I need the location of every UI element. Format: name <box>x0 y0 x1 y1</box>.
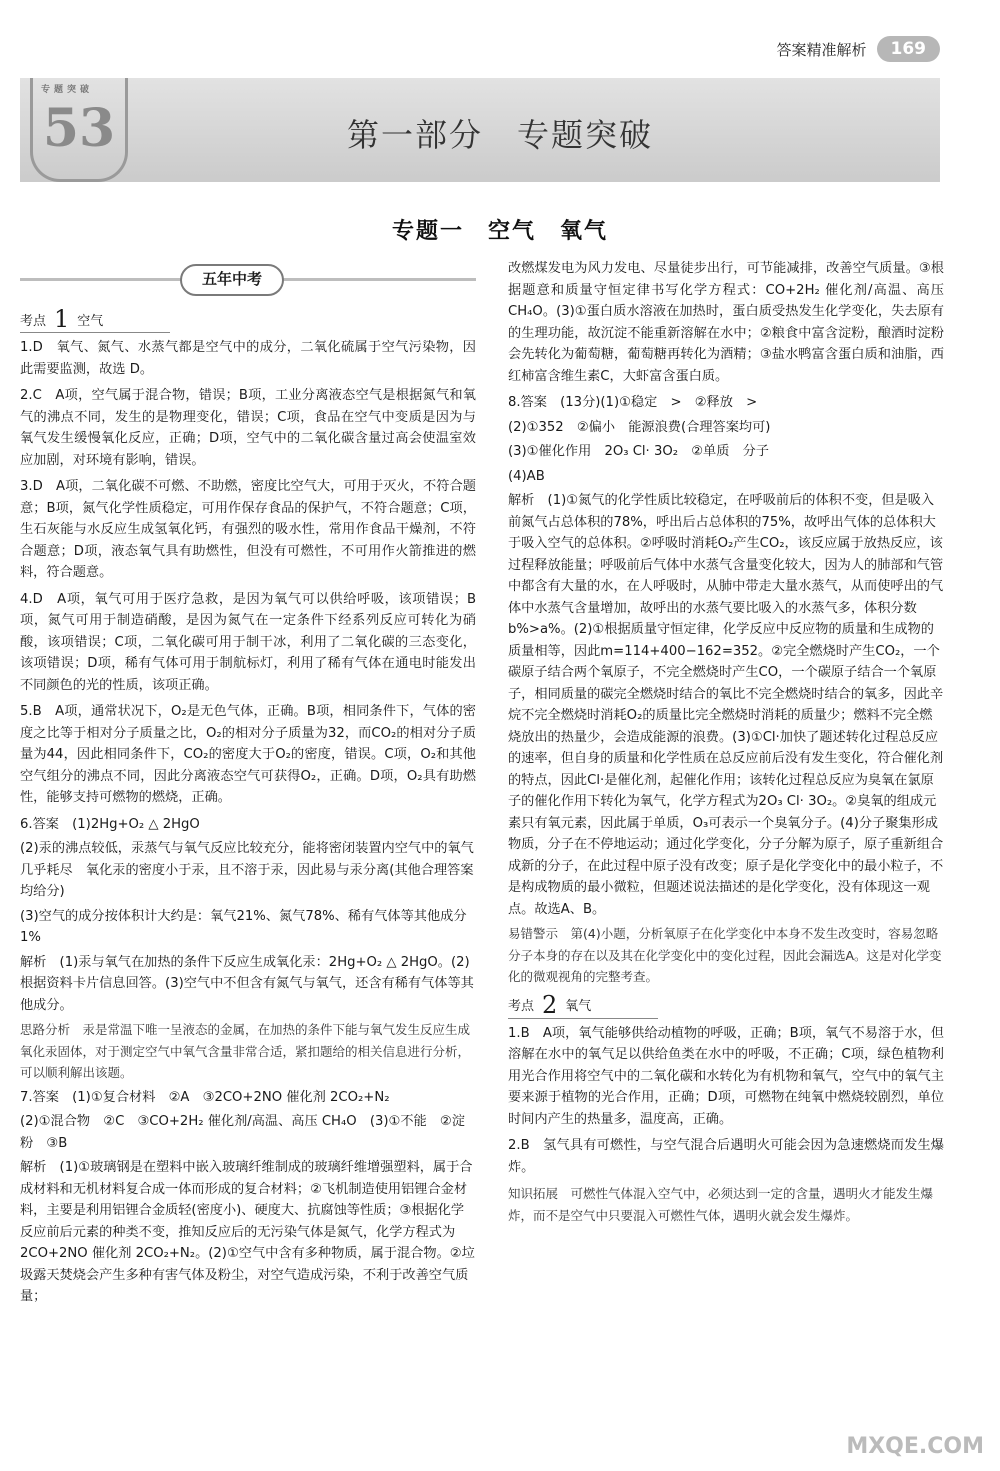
answer-6-line: (2)汞的沸点较低，汞蒸气与氧气反应比较充分，能将密闭装置内空气中的氧气几乎耗尽 氧化汞的密度小于汞，且不溶于汞，因此易与汞分离(其他合理答案均给分) <box>20 841 474 899</box>
answer-7-analysis: 解析 (1)①玻璃钢是在塑料中嵌入玻璃纤维制成的玻璃纤维增强塑料，属于合成材料和无机材料复合成一体而形成的复合材料；②飞机制造使用铝锂合金材料，主要是利用铝锂合金质轻(密度小)、硬度大、抗腐蚀等性质；③根据化学反应前后元素的种类不变，推知反应后的无污染气体是氮气，化学方程式为2CO+2NO 催化剂 2CO₂+N₂。(2)①空气中含有多种物质，属于混合物。②垃圾露天焚烧会产生多种有害气体及粉尘，对空气造成污染，不利于改善空气质量； <box>20 1160 475 1304</box>
answer-item: 1.D 氧气、氮气、水蒸气都是空气中的成分，二氧化硫属于空气污染物，因此需要监测，故选 D。 <box>20 340 476 377</box>
answer-6-line: (3)空气的成分按体积计大约是：氧气21%、氮气78%、稀有气体等其他成分1% <box>20 908 467 945</box>
answer-8-line: (3)①催化作用 2O₃ Cl· 3O₂ ②单质 分子 <box>508 444 769 459</box>
kaodian-2-heading <box>508 992 658 1019</box>
answer-8-head: 8.答案 (13分)(1)①稳定 > ②释放 > <box>508 395 758 410</box>
answer-7-line: (2)①混合物 ②C ③CO+2H₂ 催化剂/高温、高压 CH₄O (3)①不能 ②淀粉 ③B <box>20 1114 465 1151</box>
left-column <box>20 262 476 1311</box>
knowledge-tip: 知识拓展 可燃性气体混入空气中，必须达到一定的含量，遇明火才能发生爆炸，而不是空气中只要混入可燃性气体，遇明火就会发生爆炸。 <box>508 1186 934 1223</box>
right-column <box>508 258 944 1229</box>
kaodian-name: 氧气 <box>565 999 592 1014</box>
kaodian-label: 考点 <box>20 313 47 329</box>
answer-8-analysis: 解析 (1)①氮气的化学性质比较稳定，在呼吸前后的体积不变，但是吸入前氮气占总体积的78%，呼出后占总体积的75%，故呼出气体的总体积大于吸入空气的总体积。②呼吸时消耗O₂产生CO₂，该反应属于放热反应，该过程释放能量；呼吸前后气体中水蒸气含量变化较大，因为人的肺部和气管中都含有大量的水，在人呼吸时，从肺中带走大量水蒸气，从而使呼出的气体中水蒸气含量增加，故呼出的水蒸气要比吸入的水蒸气多，体积分数b%>a%。(2)①根据质量守恒定律，化学反应中反应物的质量和生成物的质量相等，因此m=114+400−162=352。②完全燃烧时产生CO₂，一个碳原子结合两个氧原子，不完全燃烧时产生CO，一个碳原子结合一个氧原子，相同质量的碳完全燃烧时结合的氧比不完全燃烧时结合的氧多，因此辛烷不完全燃烧时消耗O₂的质量比完全燃烧时消耗的质量少；燃料不完全燃烧放出的热量少，会造成能源的浪费。(3)①Cl·加快了题述转化过程总反应的速率，但自身的质量和化学性质在总反应前后没有发生变化，符合催化剂的特点，因此Cl·是催化剂，起催化作用；该转化过程总反应为臭氧在氯原子的催化作用下转化为氧气，化学方程式为2O₃ Cl· 3O₂。②臭氧的组成元素只有氧元素，因此属于单质，O₃可表示一个臭氧分子。(4)分子聚集形成物质，分子在不停地运动；通过化学变化，分子分解为原子，原子重新组合成新的分子，在此过程中原子没有改变；原子是化学变化中的最小粒子，不是构成物质的最小微粒，但题述说法描述的是化学变化，没有体现这一观点。故选A、B。 <box>508 493 944 917</box>
section-label: 五年中考 <box>180 264 284 296</box>
watermark: MXQE.COM <box>846 1434 984 1459</box>
answer-item: 5.B A项，通常状况下，O₂是无色气体，正确。B项，相同条件下，气体的密度之比等于相对分子质量之比，O₂的相对分子质量为32，而CO₂的相对分子质量为44，因此相同条件下，CO₂的密度大于O₂的密度，错误。C项，O₂和其他空气组分的沸点不同，因此分离液态空气可获得O₂，正确。D项，O₂具有助燃性，能够支持可燃物的燃烧，正确。 <box>20 704 476 805</box>
answer-item: 1.B A项，氧气能够供给动植物的呼吸，正确；B项，氧气不易溶于水，但溶解在水中的氧气足以供给鱼类在水中的呼吸，不正确；C项，绿色植物利用光合作用将空气中的二氧化碳和水转化为有机物和氧气，空气中的氧气主要来源于植物的光合作用，正确；D项，可燃物在纯氧中燃烧较剧烈，单位时间内产生的热量多，温度高，正确。 <box>508 1025 944 1127</box>
kaodian-1-heading <box>20 306 170 333</box>
header-label: 答案精准解析 <box>776 40 867 59</box>
page-number: 169 <box>877 36 941 62</box>
answer-item: 4.D A项，氧气可用于医疗急救，是因为氧气可以供给呼吸，该项错误；B项，氮气可用于制造硝酸，是因为氮气在一定条件下经系列反应可转化为硝酸，该项错误；C项，二氧化碳可用于制干冰，利用了二氧化碳的三态变化，该项错误；D项，稀有气体可用于制航标灯，利用了稀有气体在通电时能发出不同颜色的光的性质，该项正确。 <box>20 591 476 693</box>
answer-7-head: 7.答案 (1)①复合材料 ②A ③2CO+2NO 催化剂 2CO₂+N₂ <box>20 1089 390 1105</box>
answer-6-head: 6.答案 (1)2Hg+O₂ △ 2HgO <box>20 816 200 832</box>
answer-8-line: (4)AB <box>508 468 545 484</box>
logo-caption: 专题突破 <box>41 85 94 95</box>
chapter-title: 专题一 空气 氧气 <box>391 219 608 244</box>
logo-number: 53 <box>42 98 116 159</box>
part-title: 第一部分 专题突破 <box>346 116 653 154</box>
section-header <box>20 262 476 296</box>
kaodian-label: 考点 <box>508 999 535 1014</box>
answer-7-continued: 改燃煤发电为风力发电、尽量徒步出行，可节能减排，改善空气质量。③根据题意和质量守恒定律书写化学方程式：CO+2H₂ 催化剂/高温、高压 CH₄O。(3)①蛋白质水溶液在加热时，蛋白质受热发生化学变化，失去原有的生理功能，故沉淀不能重新溶解在水中；②粮食中富含淀粉，酿酒时淀粉会先转化为葡萄糖，葡萄糖再转化为酒精；③盐水鸭富含蛋白质和油脂，西红柿富含维生素C，大虾富含蛋白质。 <box>508 261 944 384</box>
answer-item: 2.B 氢气具有可燃性，与空气混合后遇明火可能会因为急速燃烧而发生爆炸。 <box>508 1138 944 1175</box>
kaodian-number: 2 <box>542 990 558 1019</box>
page-header <box>776 36 940 62</box>
kaodian-name: 空气 <box>77 313 104 329</box>
answer-item: 3.D A项，二氧化碳不可燃、不助燃，密度比空气大，可用于灭火，不符合题意；B项，氮气化学性质稳定，可用作保存食品的保护气，不符合题意；C项，生石灰能与水反应生成氢氧化钙，有强烈的吸水性，常用作食品干燥剂，不符合题意；D项，液态氧气具有助燃性，但没有可燃性，不可用作火箭推进的燃料，符合题意。 <box>20 479 476 580</box>
answer-8-tip: 易错警示 第(4)小题，分析氧原子在化学变化中本身不发生改变时，容易忽略分子本身的存在以及其在化学变化中的变化过程，因此会漏选A。这是对化学变化的微观视角的完整考查。 <box>508 926 942 984</box>
answer-8-line: (2)①352 ②偏小 能源浪费(合理答案均可) <box>508 419 771 435</box>
answer-6-analysis: 解析 (1)汞与氧气在加热的条件下反应生成氧化汞：2Hg+O₂ △ 2HgO。(2)根据资料卡片信息回答。(3)空气中不但含有氮气与氧气，还含有稀有气体等其他成分。 <box>20 954 474 1013</box>
kaodian-number: 1 <box>54 305 70 333</box>
answer-6-tip: 思路分析 汞是常温下唯一呈液态的金属，在加热的条件下能与氧气发生反应生成氧化汞固体，对于测定空气中氧气含量非常合适，紧扣题给的相关信息进行分析，可以顺利解出该题。 <box>20 1022 471 1080</box>
answer-item: 2.C A项，空气属于混合物，错误；B项，工业分离液态空气是根据氮气和氧气的沸点不同，发生的是物理变化，错误；C项，食品在空气中变质是因为与氧气发生缓慢氧化反应，正确；D项，空气中的二氧化碳含量过高会使温室效应加剧，对环境有影响，错误。 <box>20 388 476 468</box>
